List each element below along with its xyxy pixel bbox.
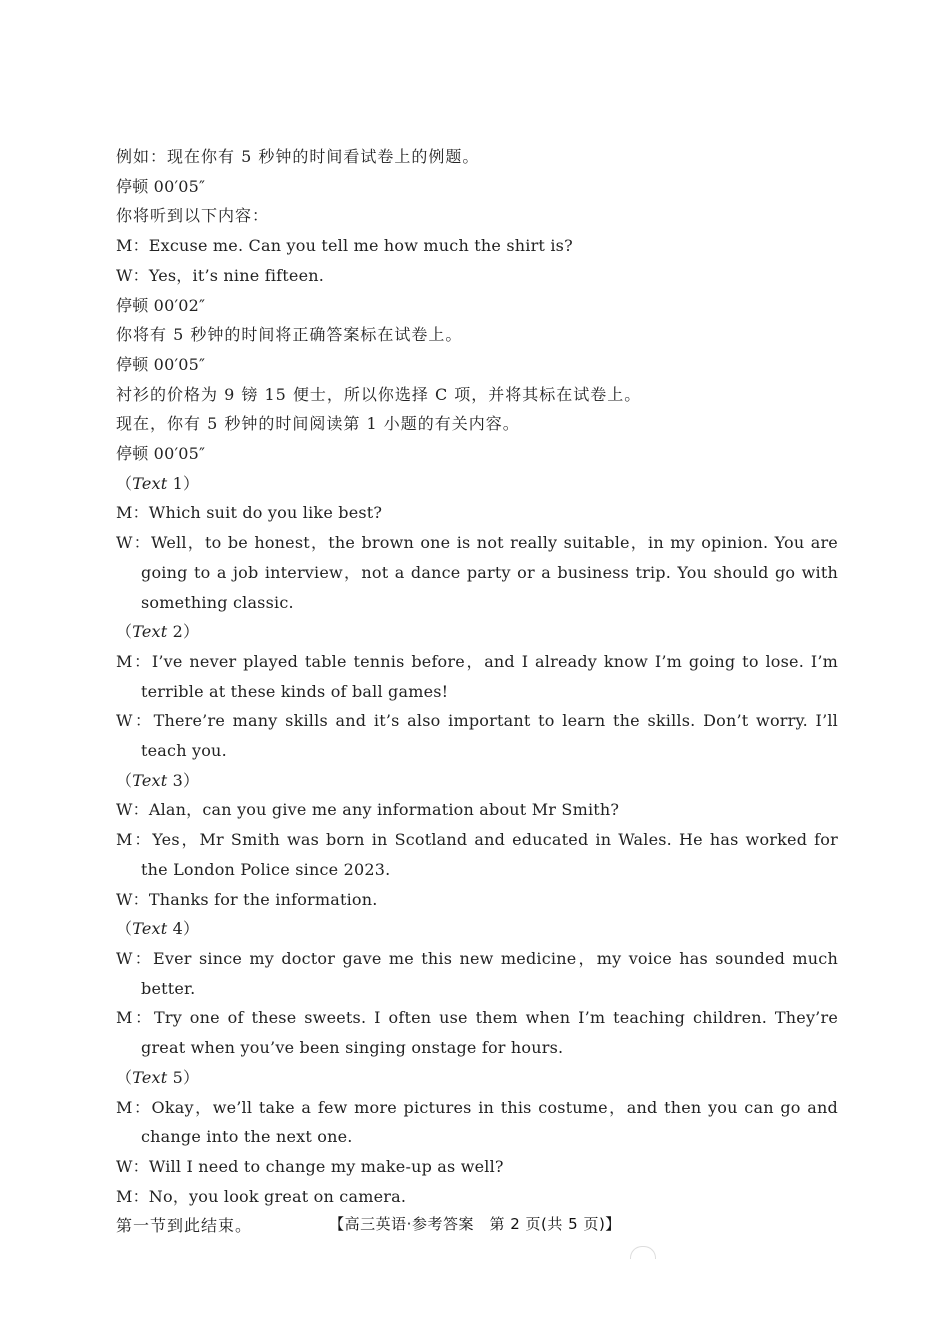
label-number: 1） <box>167 473 200 493</box>
text-label <box>116 1063 838 1093</box>
intro-line: 衬衫的价格为 9 镑 15 便士，所以你选择 C 项，并将其标在试卷上。 <box>116 384 642 404</box>
pause-line: 停顿 00′02″ <box>116 295 206 315</box>
intro-line: 你将听到以下内容： <box>116 206 270 226</box>
dialogue-line <box>116 706 838 765</box>
text-label <box>116 469 838 499</box>
speaker-tag: M： <box>116 1008 154 1028</box>
dialogue-text: Try one of these sweets. I often use them when I’m teaching children. They’re great when you’ve been singing onstage for hours. <box>141 1008 838 1058</box>
label-open: （ <box>116 770 133 790</box>
dialogue-line <box>116 1093 838 1152</box>
dialogue-text: Alan，can you give me any information about Mr Smith? <box>148 800 620 820</box>
label-number: 5） <box>167 1067 200 1087</box>
label-number: 3） <box>167 770 200 790</box>
text-section-3 <box>116 766 838 915</box>
dialogue-line <box>116 498 838 528</box>
pause-line: 停顿 00′05″ <box>116 354 206 374</box>
text-label <box>116 617 838 647</box>
text-label <box>116 914 838 944</box>
pause-line: 停顿 00′05″ <box>116 444 206 464</box>
dialogue-text: Ever since my doctor gave me this new medicine，my voice has sounded much better. <box>141 948 838 998</box>
dialogue-line <box>116 1182 838 1212</box>
speaker-tag: W： <box>116 948 153 968</box>
pause-line: 停顿 00′05″ <box>116 176 206 196</box>
label-open: （ <box>116 622 133 642</box>
dialogue-text: Will I need to change my make-up as well? <box>148 1156 504 1176</box>
text-section-5 <box>116 1063 838 1212</box>
speaker-tag: M： <box>116 503 149 523</box>
label-open: （ <box>116 1067 133 1087</box>
speaker-tag: M： <box>116 830 153 850</box>
speaker-tag: W： <box>116 533 152 553</box>
dialogue-line <box>116 944 838 1003</box>
text-section-4 <box>116 914 838 1063</box>
dialogue-text: Thanks for the information. <box>148 889 378 909</box>
label-word: Text <box>132 919 168 939</box>
text-section-1 <box>116 469 838 618</box>
text-label <box>116 766 838 796</box>
dialogue-line <box>116 1003 838 1062</box>
speaker-tag: W： <box>116 889 149 909</box>
label-open: （ <box>116 919 133 939</box>
dialogue-line <box>116 885 838 915</box>
dialogue-text: Which suit do you like best? <box>148 503 383 523</box>
dialogue-line <box>116 825 838 884</box>
intro-lines <box>116 142 838 469</box>
dialogue-line <box>116 647 838 706</box>
example-dialogue-line: W：Yes，it’s nine fifteen. <box>116 265 325 285</box>
intro-line: 例如：现在你有 5 秒钟的时间看试卷上的例题。 <box>116 147 480 166</box>
section-closing: 第一节到此结束。 <box>116 1216 253 1236</box>
label-open: （ <box>116 473 133 493</box>
dialogue-text: Well，to be honest，the brown one is not really suitable，in my opinion. You are going to a job interview，not a dance party or a business trip. You should go with something classic. <box>141 533 838 612</box>
speaker-tag: M： <box>116 651 152 671</box>
intro-line: 现在，你有 5 秒钟的时间阅读第 1 小题的有关内容。 <box>116 414 520 434</box>
speaker-tag: M： <box>116 1097 152 1117</box>
dialogue-text: Okay，we’ll take a few more pictures in this costume，and then you can go and change into the next one. <box>141 1097 838 1147</box>
dialogue-text: There’re many skills and it’s also important to learn the skills. Don’t worry. I’ll teach you. <box>141 711 838 761</box>
speaker-tag: M： <box>116 1186 149 1206</box>
speaker-tag: W： <box>116 711 154 731</box>
scan-mark <box>630 1246 656 1259</box>
dialogue-text: Yes，Mr Smith was born in Scotland and educated in Wales. He has worked for the London Police since 2023. <box>141 830 838 879</box>
dialogue-line <box>116 795 838 825</box>
dialogue-text: No，you look great on camera. <box>148 1186 407 1206</box>
label-word: Text <box>132 473 168 493</box>
dialogue-text: I’ve never played table tennis before，and I already know I’m going to lose. I’m terrible at these kinds of ball games! <box>141 651 838 701</box>
example-dialogue-line: M：Excuse me. Can you tell me how much the shirt is? <box>116 236 573 256</box>
speaker-tag: W： <box>116 1156 149 1176</box>
dialogue-line <box>116 1152 838 1182</box>
label-number: 4） <box>167 919 200 939</box>
page-footer: 【高三英语·参考答案 第 2 页(共 5 页)】 <box>329 1215 621 1233</box>
label-number: 2） <box>167 622 200 642</box>
answer-script-content <box>116 142 838 1241</box>
label-word: Text <box>132 770 168 790</box>
intro-line: 你将有 5 秒钟的时间将正确答案标在试卷上。 <box>116 325 463 345</box>
label-word: Text <box>132 1067 168 1087</box>
dialogue-line <box>116 528 838 617</box>
label-word: Text <box>132 622 168 642</box>
speaker-tag: W： <box>116 800 149 820</box>
text-section-2 <box>116 617 838 766</box>
